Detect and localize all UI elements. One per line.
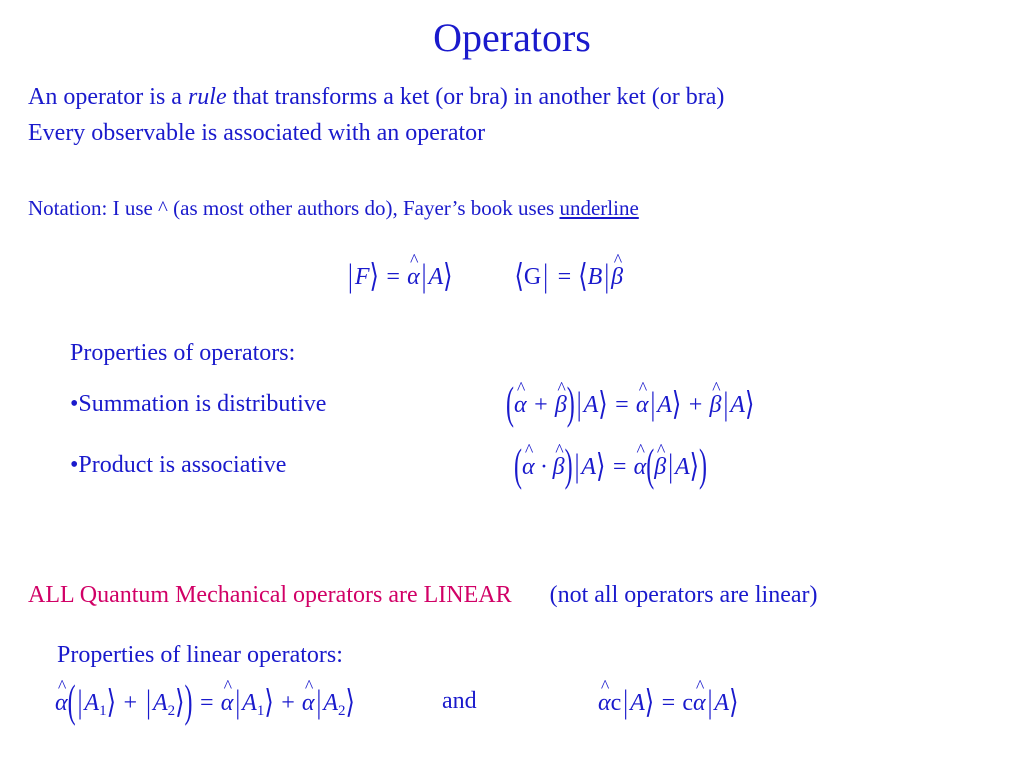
definition-line	[28, 84, 724, 111]
linear-heading: Properties of linear operators:	[57, 642, 343, 668]
linear-note: (not all operators are linear)	[549, 582, 818, 608]
property-associative: •Product is associative	[70, 452, 287, 478]
linear-statement: ALL Quantum Mechanical operators are LINEAR	[28, 582, 512, 608]
and-word: and	[442, 688, 477, 714]
notation-line	[28, 196, 639, 221]
distributive-equation: (^ α + ^ β)|A⟩ = ^ α|A⟩ + ^ β|A⟩	[506, 390, 754, 419]
linear-statement-line	[28, 582, 817, 609]
property-distributive: •Summation is distributive	[70, 391, 327, 417]
observable-line: Every observable is associated with an operator	[28, 120, 486, 146]
linearity-equation: ^ $\alpha(|A_1⟩$ + $|A_2⟩$) = ^ $\alpha|A_1⟩$ + ^ $\alpha|A_2⟩$	[55, 688, 355, 720]
definition-text-end: that transforms a ket (or bra) in another ket (or bra)	[226, 84, 725, 110]
scalar-equation: ^ αc|A⟩ = c^ α|A⟩	[598, 688, 738, 717]
notation-underline-word: underline	[559, 196, 639, 220]
definition-text-start: An operator is a	[28, 84, 188, 110]
properties-heading: Properties of operators:	[70, 340, 296, 366]
associative-equation: (^ α · ^ β)|A⟩ = ^ α(^ β|A⟩)	[514, 452, 707, 481]
ket-bra-equations: |F⟩ = ^ α|A⟩ ⟨G| = ⟨B|^ β	[346, 262, 623, 291]
notation-text: Notation: I use ^ (as most other authors do), Fayer’s book uses	[28, 196, 560, 220]
slide-title: Operators	[433, 15, 591, 60]
definition-emphasis: rule	[187, 84, 227, 110]
